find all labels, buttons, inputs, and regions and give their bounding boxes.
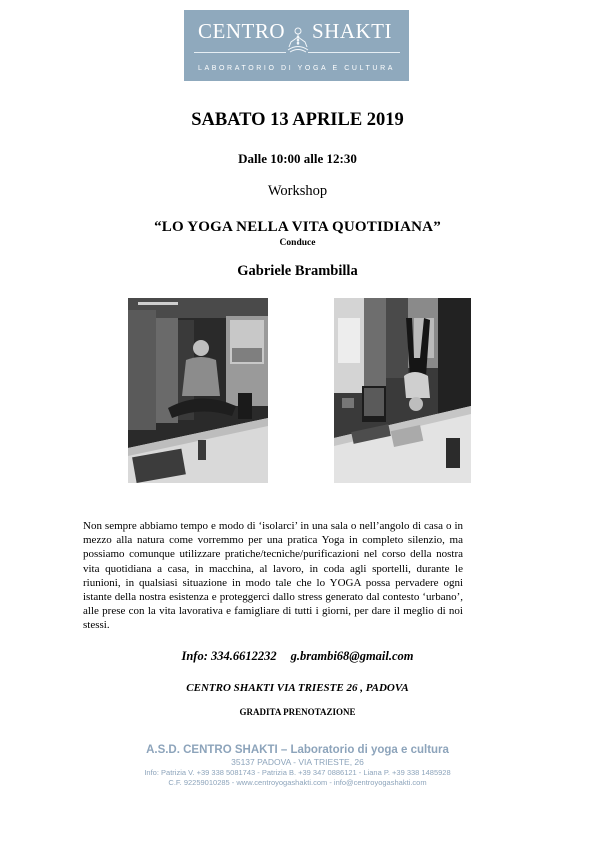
logo-name-right: SHAKTI [312,19,392,43]
phone-info: Info: 334.6612232 [181,649,277,663]
event-type: Workshop [267,183,328,199]
reservation-note: GRADITA PRENOTAZIONE [239,707,356,717]
contact-line [0,649,595,664]
meditating-figure-icon [284,26,312,56]
logo-rule-left [194,52,286,53]
email-info: g.brambi68@gmail.com [290,649,414,663]
teacher-name: Gabriele Brambilla [237,263,358,279]
event-time: Dalle 10:00 alle 12:30 [238,151,357,166]
event-date: SABATO 13 APRILE 2019 [191,110,404,130]
photo-seated-meditation [128,298,268,483]
workshop-title: “LO YOGA NELLA VITA QUOTIDIANA” [154,219,441,235]
logo-name-left: CENTRO [198,19,285,43]
footer-legal: C.F. 92259010285 - www.centroyogashakti.com - info@centroyogashakti.com [168,778,427,787]
venue-address: CENTRO SHAKTI VIA TRIESTE 26 , PADOVA [186,682,409,694]
photo-headstand [334,298,471,483]
conduce-label: Conduce [279,238,316,248]
footer [0,743,595,788]
footer-phones: Info: Patrizia V. +39 338 5081743 - Patrizia B. +39 347 0886121 - Liana P. +39 338 1485928 [144,768,451,777]
centro-shakti-logo [184,10,409,81]
footer-org-name: A.S.D. CENTRO SHAKTI – Laboratorio di yoga e cultura [146,744,449,756]
logo-rule-right [308,52,400,53]
workshop-description: Non sempre abbiamo tempo e modo di ‘isolarci’ in una sala o nell’angolo di casa o in mezzo alla natura come vorremmo per una pratica Yoga in completo silenzio, ma possiamo comunque utilizzare pratiche/tecniche/purificazioni nel corso della nostra vita quotidiana a casa, in macchina, al lavoro, in coda agli sportelli, durante le riunioni, in qualsiasi situazione in modo tale che lo YOGA possa pervadere ogni istante della nostra esistenza e proteggerci dallo stress generato dal contesto ‘urbano’, alle prese con la vita lavorativa e famigliare di tutti i giorni, per dare il meglio di noi stessi. [83,520,463,632]
footer-address: 35137 PADOVA - VIA TRIESTE, 26 [231,757,364,767]
logo-subtitle: LABORATORIO DI YOGA E CULTURA [197,65,396,72]
